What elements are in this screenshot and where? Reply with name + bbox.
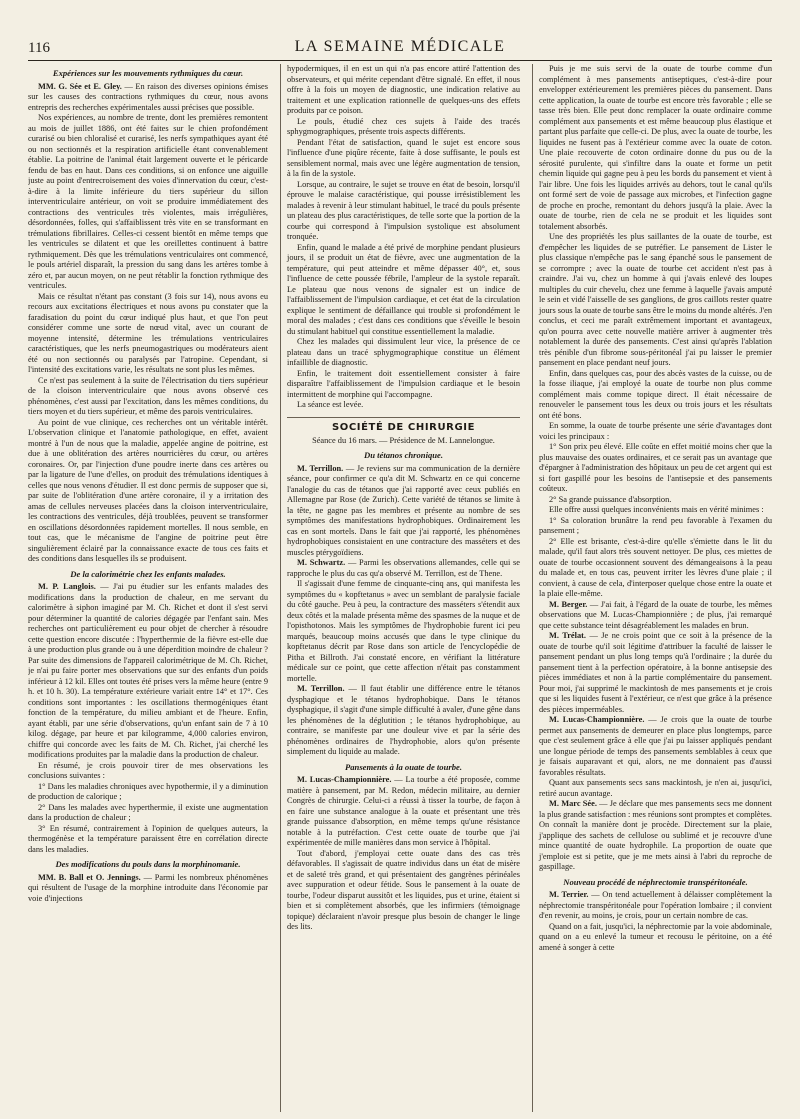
paragraph: [287, 64, 520, 117]
paragraph: [539, 715, 772, 778]
paragraph-text: — J'ai fait, à l'égard de la ouate de tourbe, les mêmes observations que M. Lucas-Championnière ; de plus, j'ai remarqué que cette substance teint désagréablement les malades en brun.: [539, 599, 772, 630]
paragraph-text: Enfin, dans quelques cas, pour des abcès vastes de la cuisse, ou de la fosse iliaque, j'ai employé la ouate de tourbe non plus comme complément mais comme topique direct. Il était nécessaire de renouveler le pansement tous les deux ou trois jours et les résultats ont été bons.: [539, 368, 772, 420]
paragraph-text: 1° Son prix peu élevé. Elle coûte en effet moitié moins cher que la plus mauvaise des ouates ordinaires, et ce serait pas un avantage que d'épargner à l'administration des hôpitaux un peu de cet argent qui est si fort gaspillé pour les besoins de l'antisepsie et des pansements coûteux.: [539, 442, 772, 493]
paragraph: [28, 873, 268, 905]
paragraph: [28, 582, 268, 761]
paragraph: [287, 138, 520, 180]
paragraph: [539, 495, 772, 506]
paragraph: [287, 369, 520, 401]
paragraph: [539, 505, 772, 516]
paragraph: [287, 775, 520, 849]
paragraph: [539, 890, 772, 922]
paragraph-text: 1° Sa coloration brunâtre la rend peu favorable à l'examen du pansement ;: [539, 515, 772, 535]
paragraph: [287, 684, 520, 758]
speaker-name: M. Lucas-Championnière.: [549, 715, 645, 724]
section-heading: De la calorimétrie chez les enfants malades.: [70, 568, 226, 579]
journal-title: LA SEMAINE MÉDICALE: [294, 38, 506, 55]
paragraph: [28, 782, 268, 803]
paragraph-text: 2° Dans les malades avec hyperthermie, il existe une augmentation dans la production de chaleur ;: [28, 802, 268, 822]
paragraph: [539, 631, 772, 715]
paragraph-text: Quant aux pansements secs sans mackintosh, je n'en ai, jusqu'ici, retiré aucun avantage.: [539, 778, 772, 798]
paragraph-text: En résumé, je crois pouvoir tirer de mes observations les conclusions suivantes :: [28, 760, 268, 780]
session-line: Séance du 16 mars. — Présidence de M. Lannelongue.: [312, 435, 495, 445]
paragraph-text: Chez les malades qui dissimulent leur vice, la présence de ce plateau dans un tracé sphygmographique constitue un élément infaillible de diagnostic.: [287, 337, 520, 367]
speaker-name: M. Trélat.: [549, 631, 586, 640]
paragraph: [539, 232, 772, 369]
paragraph-text: Le pouls, étudié chez ces sujets à l'aide des tracés sphygmographiques, présente trois aspects différents.: [287, 116, 520, 136]
paragraph-text: — On tend actuellement à délaisser complètement la néphrectomie transpéritonéale pour l'opération lombaire ; il convient d'en revenir, au moins, je crois, pour un certain nombre de cas.: [539, 890, 772, 920]
paragraph: [28, 824, 268, 856]
paragraph-text: Pendant l'état de satisfaction, quand le sujet est encore sous l'influence d'une piqûre récente, faite à dose suffisante, le pouls est sensiblement normal, mais avec une légère augmentation de tension, à la fin de la systole.: [287, 137, 520, 178]
speaker-name: M. Terrier.: [549, 890, 589, 899]
paragraph-text: — Parmi les observations allemandes, celle qui se rapproche le plus du cas qu'a observé M. Terrillon, est de Thene.: [287, 558, 520, 578]
paragraph: [28, 376, 268, 418]
paragraph-text: En somme, la ouate de tourbe présente une série d'avantages dont voici les principaux :: [539, 421, 772, 441]
paragraph: [287, 400, 520, 411]
paragraph: [28, 82, 268, 114]
paragraph-text: 2° Elle est brisante, c'est-à-dire qu'elle s'émiette dans le lit du malade, qu'il faut alors très souvent nettoyer. De plus, ces miettes de ouate de tourbe occasionnent souvent des démangeaisons à la peau du malade et, en tous cas, peuvent irriter les lèvres d'une plaie ; il convient, à cause de cela, d'interposer quelque chose entre la ouate et la plaie elle-même.: [539, 536, 772, 598]
column-left: [28, 64, 268, 1112]
paragraph: [287, 464, 520, 559]
paragraph-text: Elle offre aussi quelques inconvénients mais en vérité minimes :: [549, 505, 764, 514]
paragraph-text: 1° Dans les maladies chroniques avec hypothermie, il y a diminution de production de calorique ;: [28, 781, 268, 801]
paragraph-text: Nos expériences, au nombre de trente, dont les premières remontent au mois de juillet 1886, ont été faites sur le chien profondément curarisé ou bien chloralisé et curarisé, les nerfs sympathiques ayant été ou non sectionnés et la respiration artificielle étant convenablement établie. La poitrine de l'animal était largement ouverte et le péricarde fendu de bas en haut. Dans ces conditions, si on enfonce une aiguille juste au point d'entrecroisement des voies d'innervation du cœur, c'est-à-dire à la limite inférieure du tiers supérieur du sillon interventriculaire antérieur, on voit se produire immédiatement des contractions des ventricules très violentes, mais irrégulières, désordonnées, folles, qui s'affaiblissent très vite en se transformant en trémulations fibrillaires. Celles-ci cessent bientôt en même temps que les ventricules se dilatent et que les oreillettes continuent à battre rythmiquement. Dès que les trémulations ventriculaires ont commencé, le pouls artériel disparaît, la pression du sang dans les artères tombe à zéro et, par aucun moyen, on ne peut rétablir la fonction rythmique des ventricules.: [28, 113, 268, 290]
speaker-name: M. Terrillon.: [297, 684, 345, 693]
speaker-name: M. Terrillon.: [297, 463, 344, 473]
paragraph-text: Tout d'abord, j'employai cette ouate dans des cas très défavorables. Il s'agissait de quatre individus dans un état de misère et de saleté très grand, et qui présentaient des gangrènes périnéales avec suppuration et odeur fétide. Sous le pansement à la ouate de tourbe, l'odeur disparut aussitôt et les liquides, pus et urine, étaient si bien et si complètement absorbés, que les infirmiers (témoignage topique) déclaraient n'avoir presque plus besoin de changer le linge des lits.: [287, 848, 520, 931]
section-heading: Des modifications du pouls dans la morphinomanie.: [55, 859, 241, 869]
section-heading: Pansements à la ouate de tourbe.: [345, 761, 462, 772]
paragraph: [28, 113, 268, 292]
paragraph: [287, 337, 520, 369]
paragraph-text: — Je reviens sur ma communication de la dernière séance, pour confirmer ce qu'a dit M. Schwartz en ce qui concerne l'analogie du cas de tétanos que j'ai rapporté avec ceux publiés en Allemagne par Rose (de Zurich). Cette variété de tétanos se limite à la tête, ne gagne pas les membres et présente au nombre de ses symptômes des manifestations hydrophobiques. Ordinairement les cas en sont mortels. Dans le fait que j'ai rapporté, les phénomènes hydrophobiques consistaient en une contracture des masséters et des muscles ptérygoïdiens.: [287, 463, 520, 557]
paragraph-text: Enfin, le traitement doit essentiellement consister à faire disparaître l'affaiblissement de l'impulsion cardiaque et le besoin intermittent de morphine qui l'accompagne.: [287, 368, 520, 399]
paragraph-text: Quand on a fait, jusqu'ici, la néphrectomie par la voie abdominale, quand on a eu enlevé la tumeur et recousu le péritoine, on a été amené à songer à cette: [539, 921, 772, 952]
paragraph: [28, 803, 268, 824]
paragraph-text: Au point de vue clinique, ces recherches ont un véritable intérêt. L'observation clinique et l'anatomie pathologique, en effet, avaient montré à l'un de nous que la maladie, appelée angine de poitrine, est due à une oblitération des artères nourricières du cœur, ou artères coronaires. Or, par l'injection d'une poudre inerte dans ces artères ou par la ligature de l'une d'elles, on produit des trémulations identiques à celles que nous venons d'étudier. Il est donc permis de supposer que si, par suite de l'oblitération d'une artère coronaire, il y a irritation des amas de cellules nerveuses placées dans la cloison interventriculaire, les contractions des ventricules, déjà troublées, peuvent se transformer en oscillations désordonnées rapidement mortelles. Il nous semble, en tout cas, que le mécanisme de l'angine de poitrine peut être singulièrement éclairé par la connaissance exacte de tous ces faits et des conditions dans lesquelles ils se produisent.: [28, 417, 268, 563]
paragraph: [539, 922, 772, 954]
paragraph-text: — En raison des diverses opinions émises sur les causes des contractions rythmiques du cœur, nous avons entrepris des recherches expérimentales aussi précises que possible.: [28, 81, 268, 112]
section-heading: Expériences sur les mouvements rythmiques du cœur.: [52, 68, 244, 78]
section-heading: Du tétanos chronique.: [363, 450, 444, 460]
running-head: [28, 38, 772, 61]
speaker-name: MM. B. Ball et O. Jennings.: [38, 872, 141, 882]
paragraph-text: Puis je me suis servi de la ouate de tourbe comme d'un complément à mes pansements antiseptiques, c'est-à-dire pour envelopper extérieurement les premières pièces du pansement. Dans cette application, la ouate de tourbe est encore très favorable ; elle se tasse très bien. Elle peut donc remplacer la ouate ordinaire comme complément aux pansements et est même beaucoup plus élastique et partant plus parfaite que celle-ci. De plus, avec la ouate de tourbe, les liquides ne fusent pas à l'extérieur comme avec la ouate de coton. Une plaie recouverte de coton ordinaire donne du pus ou de la sérosité purulente, qui s'infiltre dans la ouate et forme un petit chemin liquide qui gagne peu à peu les bords du pansement et vient à l'air libre. Une fois les liquides arrivés au dehors, tout le canal qu'ils ont formé sert de voie de passage aux microbes, et l'infection gagne de proche en proche, remontant du dehors jusqu'à la plaie. Avec la ouate de tourbe, rien de cela ne se produit et les liquides sont totalement absorbés.: [539, 64, 772, 231]
paragraph-text: — Il faut établir une différence entre le tétanos dysphagique et le tétanos hydrophobique. Dans le tétanos dysphagique, il s'agit d'une simple difficulté à avaler, d'une gêne dans les phénomènes de la déglutition ; le tétanos hydrophobique, au contraire, se manifeste par une douleur vive et par la série des phénomènes ordinaires de l'hydrophobie, alors qu'on présente simplement du liquide au malade.: [287, 684, 520, 756]
column-middle: [280, 64, 520, 1112]
paragraph: [28, 418, 268, 565]
paragraph-text: — La tourbe a été proposée, comme matière à pansement, par M. Redon, médecin militaire, au dernier Congrès de chirurgie. Celui-ci a réussi à tisser la tourbe, de façon à en faire une substance analogue à la ouate et présentant une très grande puissance d'absorption, en même temps qu'une résistance notable à la putréfaction. C'est cette ouate de tourbe que j'ai expérimentée de mille manières dans mon service à l'hôpital.: [287, 775, 520, 847]
speaker-name: MM. G. Sée et E. Gley.: [38, 81, 122, 91]
paragraph-text: Une des propriétés les plus saillantes de la ouate de tourbe, est d'empêcher les liquides de se putréfier. Le pansement de Lister le plus classique n'empêche pas le sang épanché sous le pansement de se corrompre ; avec la ouate de tourbe cet accident n'est pas à craindre. J'ai vu, chez un homme à qui j'avais enlevé des loupes multiples du cuir chevelu, chez une femme à laquelle j'avais amputé le sein et vidé l'aisselle de ses ganglions, de gros caillots rester quatre jours sous la ouate de tourbe sans être le moins du monde altérés. J'en conclus, et ceci me paraît extrêmement important et avantageux, qu'on pourra avec cette nouvelle matière arriver à augmenter très notablement la durée des pansements. C'est ainsi qu'après l'ablation très pénible d'un fibrome sous-péritonéal j'ai pu laisser le premier pansement en place pendant neuf jours.: [539, 232, 772, 367]
speaker-name: M. Marc Sée.: [549, 799, 597, 808]
paragraph: [539, 537, 772, 600]
paragraph: [539, 799, 772, 873]
paragraph: [287, 558, 520, 579]
speaker-name: M. Lucas-Championnière.: [297, 775, 392, 784]
paragraph: [539, 442, 772, 495]
paragraph-text: 2° Sa grande puissance d'absorption.: [549, 494, 672, 504]
paragraph-text: Lorsque, au contraire, le sujet se trouve en état de besoin, lorsqu'il éprouve le malaise caractéristique, qui pousse irrésistiblement les malades à revenir à leur stimulant habituel, le tracé du pouls présente un plateau des plus caractéristiques, de telle sorte que la portion de la courbe qui correspond à l'impulsion systolique est absolument tronquée.: [287, 179, 520, 241]
paragraph: [539, 421, 772, 442]
paragraph-text: — Parmi les nombreux phénomènes qui résultent de l'usage de la morphine introduite dans l'économie par voie d'injections: [28, 872, 268, 903]
paragraph: [287, 117, 520, 138]
paragraph: [539, 64, 772, 232]
speaker-name: M. P. Langlois.: [38, 582, 96, 591]
paragraph: [28, 761, 268, 782]
paragraph-text: — J'ai pu étudier sur les enfants malades des modifications dans la production de chaleur, en me servant du calorimètre à siphon imaginé par M. Ch. Richet et dont il s'est servi pour déterminer la quantité de calories dégagée par l'enfant sain. Mes recherches ont particulièrement eu pour objet de chercher à résoudre cette question encore discutée : l'hyperthermie de la fièvre est-elle due à une production plus grande ou à une déperdition moindre de chaleur ? Par suite des dimensions de l'appareil calorimétrique de M. Ch. Richet, je n'ai pu faire porter mes observations que sur des enfants d'un poids inférieur à 12 kil. Elles ont toutes été prises vers la même heure (entre 9 h. et 10 h. 30). La température extérieure variait entre 14° et 17°. Ces conditions sont importantes : les oscillations thermogéniques étant fonction de la température, du milieu ambiant et de l'heure. Enfin, ayant établi, par une série d'observations, qu'un enfant sain de 7 à 10 kilog. dégage, par heure et par kilogramme, 4,000 calories environ, chiffre qui concorde avec les faits de M. Ch. Richet, j'ai cherché les modifications produites par la maladie dans la production de chaleur.: [28, 582, 268, 759]
paragraph-text: hypodermiques, il en est un qui n'a pas encore attiré l'attention des observateurs, et qui mérite cependant d'être signalé. En effet, il nous offre à la fois un moyen de diagnostic, une indication relative au traitement et une explication rationnelle de quelques-uns des effets produits par ce poison.: [287, 64, 520, 115]
paragraph: [539, 600, 772, 632]
society-title: SOCIÉTÉ DE CHIRURGIE: [287, 417, 520, 433]
page-number: 116: [28, 40, 50, 56]
paragraph-text: La séance est levée.: [297, 400, 364, 409]
paragraph: [287, 180, 520, 243]
paragraph-text: — Je ne crois point que ce soit à la présence de la ouate de tourbe qu'il soit légitime d'attribuer la faculté de laisser le pansement pendant un plus long temps qu'à l'ordinaire ; la durée du pansement tient à la perfection opératoire, à la bonne antisepsie des pièces immédiates et non à la partie complémentaire du pansement. Pour moi, j'ai supprimé le mackintosh de mes pansements et je crois que si les liquides fusent à l'extérieur, ce n'est que grâce à la présence des pièces imperméables.: [539, 631, 772, 714]
paragraph-text: 3° En résumé, contrairement à l'opinion de quelques auteurs, la thermogénèse et la température paraissent être en corrélation directe dans les maladies.: [28, 823, 268, 854]
paragraph: [539, 369, 772, 422]
paragraph: [539, 516, 772, 537]
paragraph-text: Enfin, quand le malade a été privé de morphine pendant plusieurs jours, il se produit un état de fièvre, avec une augmentation de la température, qui peut atteindre et même dépasser 40°, et, sous l'influence de cette poussée fébrile, l'ampleur de la systole reparaît. Le plateau que nous venons de signaler est un indice de l'affaiblissement de l'impulsion cardiaque, et cet état de la circulation explique le sentiment de défaillance qui trouble si profondément le moral des malades ; c'est dans ces conditions que s'éveille le besoin du stimulant habituel qui constitue essentiellement la maladie.: [287, 242, 520, 336]
paragraph: [287, 243, 520, 338]
paragraph: [28, 292, 268, 376]
section-heading: Nouveau procédé de néphrectomie transpéritonéale.: [563, 876, 748, 887]
paragraph-text: — Je déclare que mes pansements secs me donnent la plus grande satisfaction : mes réunions sont promptes et complètes. On connaît la manière dont je procède. Directement sur la plaie, j'applique des sachets de cellulose ou sublimé et je recouvre d'une mince quantité de ouate hydrophile. La proportion de ouate que j'emploie est si petite, que je me mets ainsi à l'abri du reproche de gaspillage.: [539, 799, 772, 871]
speaker-name: M. Schwartz.: [297, 558, 346, 567]
paragraph-text: Ce n'est pas seulement à la suite de l'électrisation du tiers supérieur de la cloison interventriculaire que nous avons observé ces phénomènes, c'est aussi par l'excitation, dans les mêmes conditions, du tiers moyen et du tiers supérieur, et même des parois ventriculaires.: [28, 375, 268, 416]
article-columns: [28, 64, 772, 1112]
paragraph-text: — Je crois que la ouate de tourbe permet aux pansements de demeurer en place plus longtemps, parce que c'est seulement grâce à elle que j'ai pu laisser appliqués pendant une longue période de temps des pansements semblables à ceux que je faisais auparavant et qui, alors, ne me donnaient pas d'aussi favorables résultats.: [539, 715, 772, 777]
column-right: [532, 64, 772, 1112]
paragraph: [287, 849, 520, 933]
paragraph-text: Mais ce résultat n'étant pas constant (3 fois sur 14), nous avons eu recours aux excitations électriques et nous avons pu constater que la faradisation du point du cœur indiqué plus haut, et que l'on peut considérer comme une sorte de nœud vital, avec un courant de moyenne intensité, détermine les trémulations ventriculaires caractéristiques, que les nerfs pneumogastriques ou modérateurs aient été ou non sectionnés ou paralysés par l'atropine. Cependant, si l'intensité des excitations varie, les résultats ne sont plus les mêmes.: [28, 291, 268, 374]
paragraph: [539, 778, 772, 799]
paragraph: [287, 579, 520, 684]
paragraph-text: Il s'agissait d'une femme de cinquante-cinq ans, qui manifesta les symptômes du « kopftetanus » avec un semblant de paralysie faciale du côté gauche. Peu à peu, la contracture des masséters s'étendit aux deux côtés et la malade présenta même des spasmes de la nuque et de l'opisthotonos. Mais les symptômes de l'hydrophobie furent ici peu marqués, beaucoup moins accusés que dans le type clinique du kopftetanus décrit par Rose dans son article de l'encyclopédie de Pitha et Billroth. J'ai constaté encore, en vérifiant la littérature médicale sur ce point, que cette affection n'était pas constamment mortelle.: [287, 579, 520, 683]
speaker-name: M. Berger.: [549, 599, 588, 609]
